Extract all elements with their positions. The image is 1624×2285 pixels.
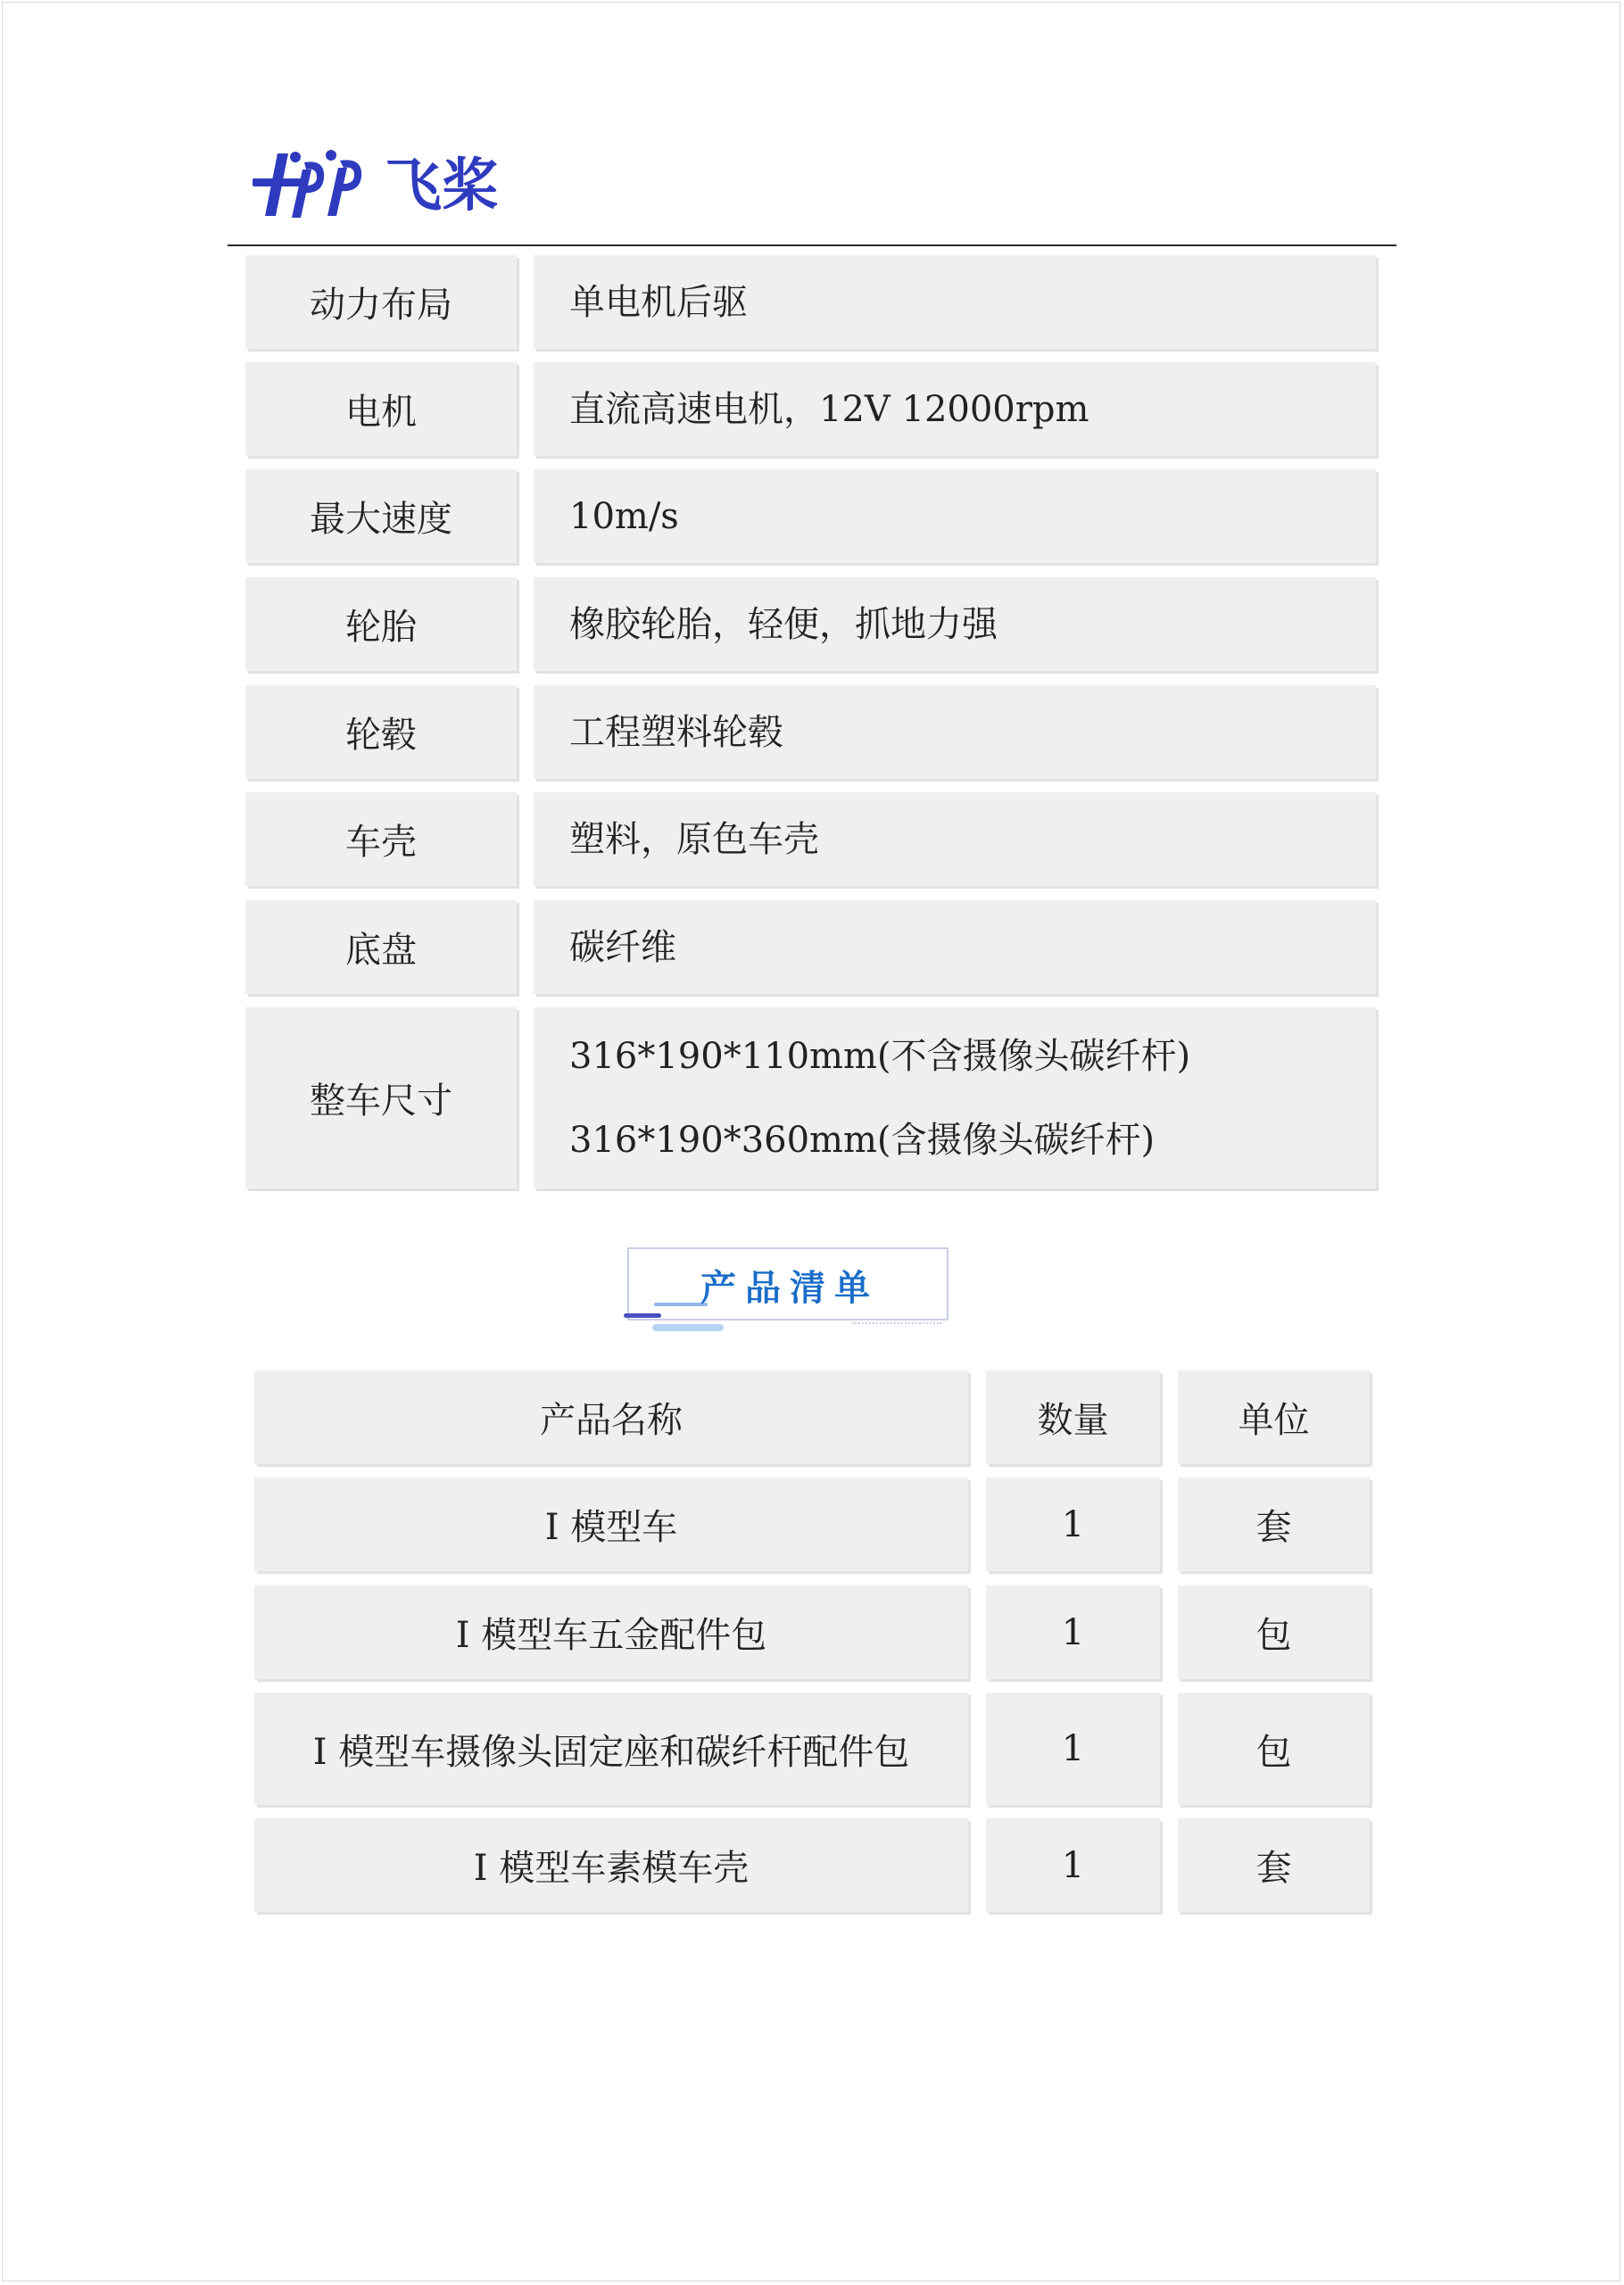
spec-value: 橡胶轮胎，轻便，抓地力强 (534, 577, 1376, 671)
spec-value: 316*190*110mm(不含摄像头碳纤杆) 316*190*360mm(含摄像头碳纤杆) (534, 1007, 1376, 1188)
heading-decoration (652, 1324, 724, 1331)
spec-label: 整车尺寸 (245, 1007, 517, 1188)
spec-label: 轮胎 (245, 577, 517, 671)
product-unit: 套 (1178, 1478, 1370, 1571)
table-row (254, 1585, 1370, 1679)
spec-value: 单电机后驱 (534, 255, 1376, 349)
spec-row (245, 1007, 1376, 1188)
header-rule (228, 244, 1396, 246)
column-header-unit: 单位 (1178, 1370, 1370, 1464)
product-qty: 1 (986, 1818, 1160, 1912)
product-list-heading (627, 1247, 949, 1320)
spec-row (245, 792, 1376, 886)
spec-row (245, 469, 1376, 563)
spec-row (245, 900, 1376, 994)
heading-decoration (654, 1303, 708, 1306)
product-qty: 1 (986, 1693, 1160, 1805)
table-row (254, 1818, 1370, 1912)
table-header-row (254, 1370, 1370, 1464)
spec-label: 最大速度 (245, 469, 517, 563)
spec-label: 动力布局 (245, 255, 517, 349)
product-name: I 模型车摄像头固定座和碳纤杆配件包 (254, 1693, 968, 1805)
product-qty: 1 (986, 1585, 1160, 1679)
product-name: I 模型车五金配件包 (254, 1585, 968, 1679)
product-unit: 套 (1178, 1818, 1370, 1912)
product-unit: 包 (1178, 1585, 1370, 1679)
paddle-logo-icon (253, 136, 511, 220)
table-row (254, 1478, 1370, 1571)
brand-name: 飞桨 (385, 153, 499, 219)
spec-row (245, 577, 1376, 671)
product-list-title: 产品清单 (700, 1268, 879, 1309)
heading-decoration (852, 1322, 941, 1326)
table-row (254, 1693, 1370, 1805)
spec-row (245, 362, 1376, 456)
product-unit: 包 (1178, 1693, 1370, 1805)
product-qty: 1 (986, 1478, 1160, 1571)
spec-label: 底盘 (245, 900, 517, 994)
spec-value: 10m/s (534, 469, 1376, 563)
heading-decoration (624, 1313, 661, 1318)
spec-label: 车壳 (245, 792, 517, 886)
spec-value: 塑料，原色车壳 (534, 792, 1376, 886)
spec-label: 轮毂 (245, 685, 517, 779)
spec-value: 工程塑料轮毂 (534, 685, 1376, 779)
spec-label: 电机 (245, 362, 517, 456)
column-header-name: 产品名称 (254, 1370, 968, 1464)
spec-value: 直流高速电机，12V 12000rpm (534, 362, 1376, 456)
spec-value: 碳纤维 (534, 900, 1376, 994)
spec-row (245, 685, 1376, 779)
column-header-qty: 数量 (986, 1370, 1160, 1464)
product-name: I 模型车 (254, 1478, 968, 1571)
spec-row (245, 255, 1376, 349)
product-name: I 模型车素模车壳 (254, 1818, 968, 1912)
paddle-logo (253, 136, 511, 220)
